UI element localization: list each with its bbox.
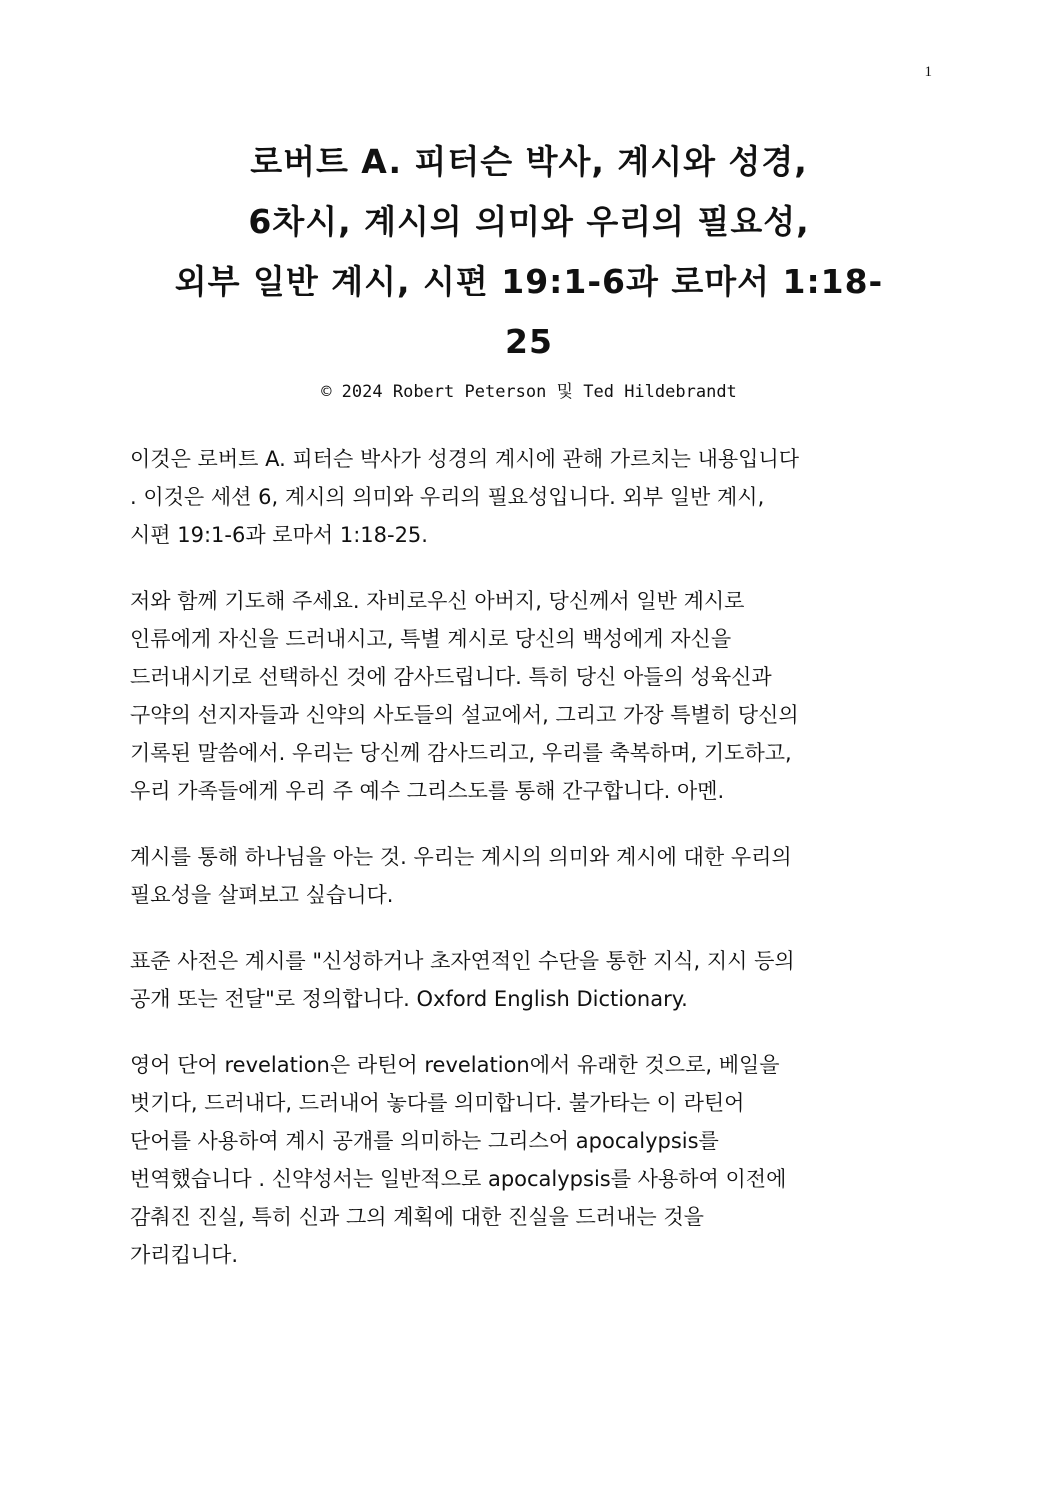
text-line: 기록된 말씀에서. 우리는 당신께 감사드리고, 우리를 축복하며, 기도하고, bbox=[130, 741, 792, 765]
paragraph-knowing-god bbox=[130, 838, 930, 914]
paragraph-dictionary bbox=[130, 942, 930, 1018]
paragraph-prayer bbox=[130, 582, 930, 810]
page-number: 1 bbox=[924, 64, 932, 80]
title-line: 외부 일반 계시, 시편 19:1-6과 로마서 1:18- bbox=[174, 262, 884, 301]
document-title bbox=[110, 132, 948, 372]
text-line: 저와 함께 기도해 주세요. 자비로우신 아버지, 당신께서 일반 계시로 bbox=[130, 589, 745, 613]
text-line: . 이것은 세션 6, 계시의 의미와 우리의 필요성입니다. 외부 일반 계시, bbox=[130, 485, 765, 509]
text-line: 시편 19:1-6과 로마서 1:18-25. bbox=[130, 523, 428, 547]
text-line: 구약의 선지자들과 신약의 사도들의 설교에서, 그리고 가장 특별히 당신의 bbox=[130, 703, 799, 727]
text-line: 우리 가족들에게 우리 주 예수 그리스도를 통해 간구합니다. 아멘. bbox=[130, 779, 725, 803]
title-line: 25 bbox=[505, 322, 553, 361]
text-line: 계시를 통해 하나님을 아는 것. 우리는 계시의 의미와 계시에 대한 우리의 bbox=[130, 845, 792, 869]
text-line: 가리킵니다. bbox=[130, 1243, 239, 1267]
title-line: 6차시, 계시의 의미와 우리의 필요성, bbox=[248, 202, 810, 241]
text-line: 벗기다, 드러내다, 드러내어 놓다를 의미합니다. 불가타는 이 라틴어 bbox=[130, 1091, 745, 1115]
paragraph-etymology bbox=[130, 1046, 930, 1274]
text-line: 필요성을 살펴보고 싶습니다. bbox=[130, 883, 394, 907]
text-line: 드러내시기로 선택하신 것에 감사드립니다. 특히 당신 아들의 성육신과 bbox=[130, 665, 772, 689]
text-line: 단어를 사용하여 계시 공개를 의미하는 그리스어 apocalypsis를 bbox=[130, 1129, 719, 1153]
text-line: 이것은 로버트 A. 피터슨 박사가 성경의 계시에 관해 가르치는 내용입니다 bbox=[130, 447, 800, 471]
text-line: 영어 단어 revelation은 라틴어 revelation에서 유래한 것으로, 베일을 bbox=[130, 1053, 780, 1077]
text-line: 인류에게 자신을 드러내시고, 특별 계시로 당신의 백성에게 자신을 bbox=[130, 627, 732, 651]
document-body bbox=[130, 440, 930, 1302]
text-line: 감춰진 진실, 특히 신과 그의 계획에 대한 진실을 드러내는 것을 bbox=[130, 1205, 704, 1229]
copyright-notice: © 2024 Robert Peterson 및 Ted Hildebrandt bbox=[321, 382, 737, 402]
paragraph-introduction bbox=[130, 440, 930, 554]
text-line: 번역했습니다 . 신약성서는 일반적으로 apocalypsis를 사용하여 이전에 bbox=[130, 1167, 787, 1191]
title-line: 로버트 A. 피터슨 박사, 계시와 성경, bbox=[250, 142, 808, 181]
text-line: 공개 또는 전달"로 정의합니다. Oxford English Dictionary. bbox=[130, 987, 688, 1011]
text-line: 표준 사전은 계시를 "신성하거나 초자연적인 수단을 통한 지식, 지시 등의 bbox=[130, 949, 795, 973]
